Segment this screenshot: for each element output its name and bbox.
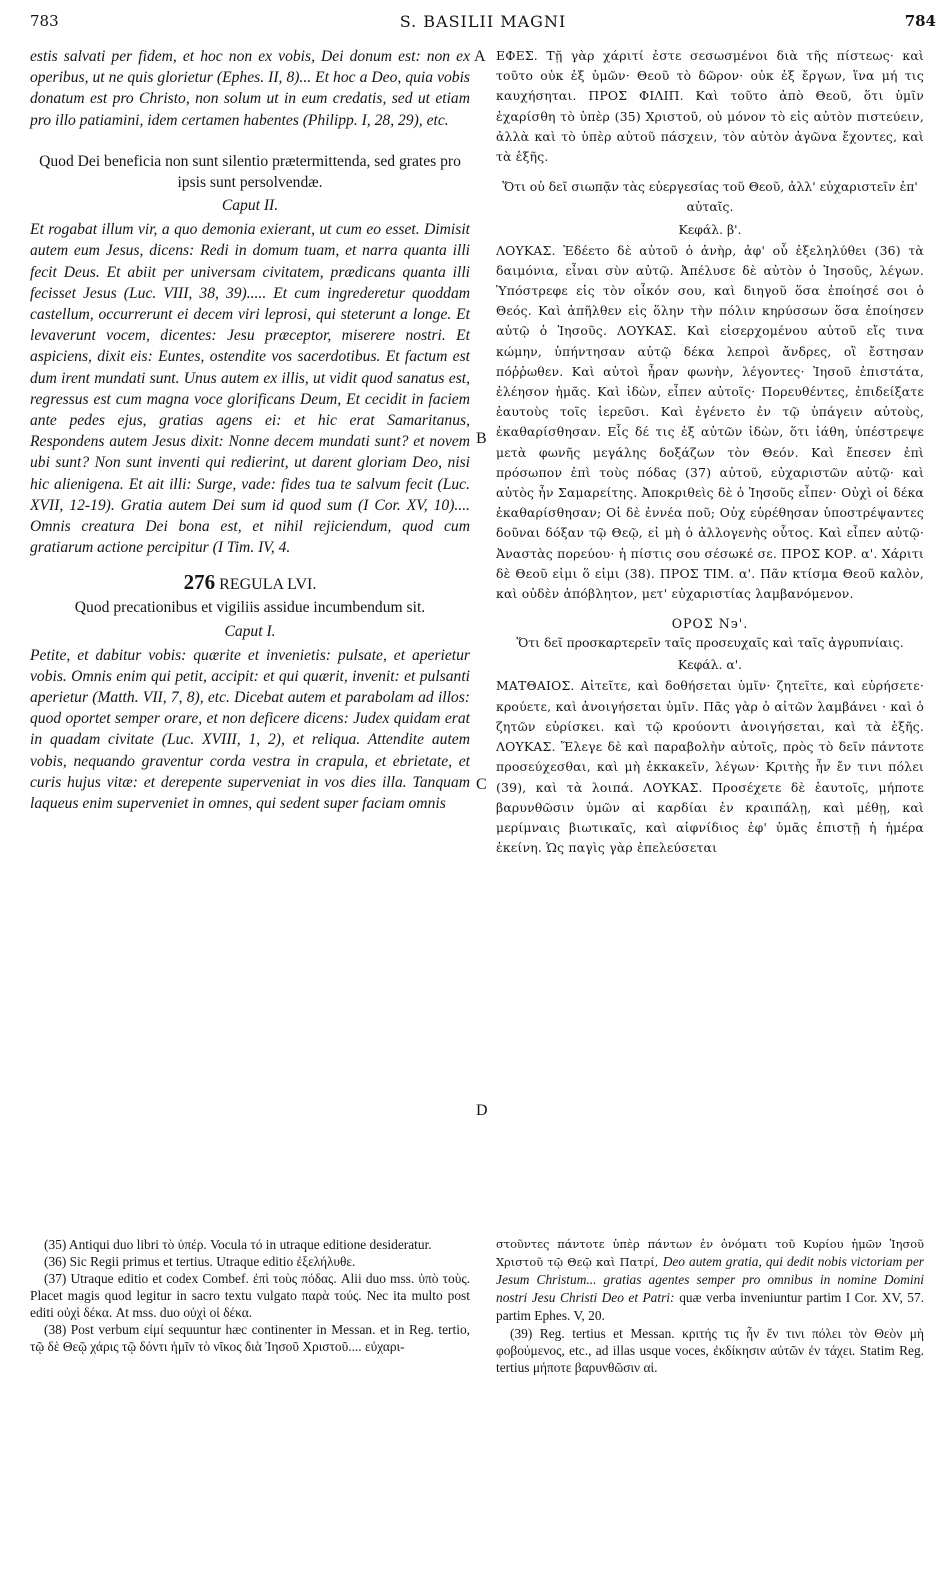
greek-intro: ΕΦΕΣ. Τῇ γὰρ χάριτί ἐστε σεσωσμένοι διὰ τῆς πίστεως· καὶ τοῦτο οὐκ ἐξ ὑμῶν· Θεοῦ τὸ δῶρον· οὐκ ἐξ ἔργων, ἵνα μή τις καυχήσηται. ΠΡΟΣ ΦΙΛΙΠ. Καὶ τοῦτο ἀπὸ Θεοῦ, ὅτι ὑμῖν ἐχαρίσθη τὸ ὑπὲρ (35) Χριστοῦ, οὐ μόνον τὸ εἰς αὐτὸν πιστεύειν, ἀλλὰ καὶ τὸ ὑπὲρ αὐτοῦ πάσχειν, τὸν αὐτὸν ἀγῶνα ἔχοντες, καὶ τὰ ἑξῆς. [496,48,924,165]
page-header [30,12,936,38]
footnote-37: (37) Utraque editio et codex Combef. ἐπὶ τοὺς πόδας. Alii duo mss. ὑπὸ τοὺς. Placet magis quod legitur in sacro textu vulgato παρὰ τούς. Nec ita multo post editi οὐχὶ δέκα. At mss. duo οὐχὶ οἱ δέκα. [30,1271,470,1320]
margin-mark-c: C [476,776,487,793]
greek-body-3: ΜΑΤΘΑΙΟΣ. Αἰτεῖτε, καὶ δοθήσεται ὑμῖν· ζητεῖτε, καὶ εὑρήσετε· κρούετε, καὶ ἀνοιγήσεται ὑμῖν. Πᾶς γὰρ ὁ αἰτῶν λαμβάνει · καὶ ὁ ζητῶν εὑρίσκει. καὶ τῷ κρούοντι ἀνοιγήσεται, καὶ τὰ ἑξῆς. ΛΟΥΚΑΣ. Ἔλεγε δὲ καὶ παραβολὴν αὐτοῖς, πρὸς τὸ δεῖν πάντοτε προσεύχεσθαι, καὶ μὴ ἐκκακεῖν, λέγων· Κριτὴς ἦν ἔν τινι πόλει (39), καὶ τὰ λοιπά. ΛΟΥΚΑΣ. Προσέχετε δὲ ἑαυτοῖς, μήποτε βαρυνθῶσιν ὑμῶν αἱ καρδίαι ἐν κραιπάλῃ, καὶ μέθῃ, καὶ μερίμναις βιωτικαῖς, καὶ αἰφνίδιος ἐφ' ὑμᾶς ἐπιστῇ ἡ ἡμέρα ἐκείνη. Ὡς παγὶς γὰρ ἐπελεύσεται [496,678,924,856]
running-title: S. BASILII MAGNI [399,12,567,31]
regula-number: 276 [183,570,216,595]
footnote-38-continued-greek [496,1236,924,1325]
latin-caput-2: Caput II. [221,197,279,215]
margin-mark-b: B [476,430,487,447]
latin-heading-1: Quod Dei beneficia non sunt silentio prætermittenda, sed grates pro ipsis sunt persolvendæ. [39,152,461,192]
latin-heading-2: Quod precationibus et vigiliis assidue incumbendum sit. [74,599,426,617]
page-number-left: 783 [30,12,59,30]
greek-caput-2: Κεφάλ. β'. [678,221,742,237]
footnote-38-tail: quæ verba inveniuntur partim I Cor. XV, 57. partim Ephes. V, 20. [496,1290,924,1323]
regula-title: REGULA LVI. [219,576,317,594]
footnote-36: (36) Sic Regii primus et tertius. Utraque editio ἐξελήλυθε. [44,1254,356,1269]
latin-body-3: Petite, et dabitur vobis: quærite et invenietis: pulsate, et aperietur vobis. Omnis enim qui petit, accipit: et qui quærit, invenit: et pulsanti aperietur (Matth. VII, 7, 8), etc. Dicebat autem et parabolam ad illos: quod oportet semper orare, et non deficere dicens: Judex quidam erat in quadam civitate (Luc. XVIII, 1, 2), et reliqua. Attendite autem vobis, nequando graventur corda vestra in crapula, et ebrietate, et curis hujus vitæ: et derepente superveniat in vos dies illa. Tanquam laqueus enim superveniet in omnes, qui sedent super faciam omnis [30,646,470,813]
latin-caput-1: Caput I. [224,622,276,640]
margin-mark-a: A [474,48,486,65]
regula-heading [30,570,470,595]
greek-heading-2: Ὅτι δεῖ προσκαρτερεῖν ταῖς προσευχαῖς καὶ ταῖς ἀγρυπνίαις. [516,635,904,651]
margin-mark-d: D [476,1102,488,1119]
footnote-39: (39) Reg. tertius et Messan. κριτής τις ἦν ἔν τινι πόλει τὸν Θεὸν μὴ φοβούμενος, etc., ad illas usque voces, ἐκδίκησιν αὐτῶν ἐν τάχει. Statim Reg. tertius μήποτε βαρυνθῶσιν αἱ. [496,1326,924,1375]
footnote-38-latin-text: Deo autem gratia, qui dedit nobis victoriam per Jesum Christum... gratias agentes semper pro omnibus in nomine Domini nostri Jesu Christi Deo et Patri: [496,1254,924,1305]
greek-body-2: ΛΟΥΚΑΣ. Ἐδέετο δὲ αὐτοῦ ὁ ἀνὴρ, ἀφ' οὗ ἐξεληλύθει (36) τὰ δαιμόνια, εἶναι σὺν αὐτῷ. Ἀπέλυσε δὲ αὐτὸν ὁ Ἰησοῦς, λέγων. Ὑπόστρεφε εἰς τὸν οἶκόν σου, καὶ διηγοῦ ὅσα ἐποίησέ σοι ὁ Θεός. Καὶ ἀπῆλθεν εἰς ὅλην τὴν πόλιν κηρύσσων ὅσα ἐποίησεν αὐτῷ ὁ Ἰησοῦς. ΛΟΥΚΑΣ. Καὶ εἰσερχομένου αὐτοῦ εἴς τινα κώμην, ὑπήντησαν αὐτῷ δέκα λεπροὶ ἄνδρες, οἳ ἔστησαν πόῤῥωθεν. Καὶ αὐτοὶ ἦραν φωνὴν, λέγοντες· Ἰησοῦ ἐπιστάτα, ἐλέησον ἡμᾶς. Καὶ ἰδὼν, εἶπεν αὐτοῖς· Πορευθέντες, ἐπιδείξατε ἑαυτοὺς τοῖς ἱερεῦσι. Καὶ ἐγένετο ἐν τῷ ὑπάγειν αὐτοὺς, ἐκαθαρίσθησαν. Εἷς δέ τις ἐξ αὐτῶν ἰδὼν, ὅτι ἰάθη, ὑπέστρεψε μετὰ φωνῆς μεγάλης δοξάζων τὸν Θεόν. Καὶ ἔπεσεν ἐπὶ πρόσωπον ἐπὶ τοὺς πόδας (37) αὐτοῦ, εὐχαριστῶν αὐτῷ· καὶ αὐτὸς ἦν Σαμαρείτης. Ἀποκριθεὶς δὲ ὁ Ἰησοῦς εἶπεν· Οὐχὶ οἱ δέκα ἐκαθαρίσθησαν; Οἱ δὲ ἐννέα ποῦ; Οὐχ εὑρέθησαν ὑποστρέψαντες δοῦναι δόξαν τῷ Θεῷ, εἰ μὴ ὁ ἀλλογενὴς οὗτος. Καὶ εἶπεν αὐτῷ· Ἀναστὰς πορεύου· ἡ πίστις σου σέσωκέ σε. ΠΡΟΣ ΚΟΡ. α'. Χάριτι δὲ Θεοῦ εἰμι ὅ εἰμι (38). ΠΡΟΣ ΤΙΜ. α'. Πᾶν κτίσμα Θεοῦ καλὸν, καὶ οὐδὲν ἀπόβλητον, μετ' εὐχαριστίας λαμβανόμενον. [496,242,924,602]
latin-column [30,46,470,814]
footnotes-right [496,1236,924,1376]
footnote-38: (38) Post verbum εἰμί sequuntur hæc continenter in Messan. et in Reg. tertio, τῷ δὲ Θεῷ χάρις τῷ δόντι ἡμῖν τὸ νῖκος διὰ Ἰησοῦ Χριστοῦ.... εὐχαρι- [30,1322,470,1354]
oros-heading: ΟΡΟΣ Ν϶'. [671,616,749,632]
greek-column [496,46,924,858]
latin-body-2: Et rogabat illum vir, a quo demonia exierant, ut cum eo esset. Dimisit autem eum Jesus, dicens: Redi in domum tuam, et narra quanta illi fecit Deus. Et abiit per universam civitatem, prædicans quanta illi fecisset Jesus (Luc. VIII, 38, 39)..... Et cum ingrederetur quoddam castellum, occurrerunt ei decem viri leprosi, qui steterunt a longe. Et levaverunt vocem, dicentes: Jesu præceptor, miserere nostri. Et aspiciens, dixit eis: Euntes, ostendite vos sacerdotibus. Et factum est dum irent mundati sunt. Unus autem ex illis, ut vidit quod sanatus est, regressus est cum magna voce glorificans Deum, Et cecidit in faciem ante pedes ejus, gratias agens ei: et hic erat Samaritanus, Respondens autem Jesus dixit: Nonne decem mundati sunt? et novem ubi sunt? Non sunt inventi qui redierint, ut darent gloriam Deo, nisi hic alienigena. Et ait illi: Surge, vade: fides tua te salvum fecit (Luc. XVII, 12-19). Gratia autem Dei sum id quod sum (I Cor. XV, 10).... Omnis creatura Dei bona est, et nihil rejiciendum, quod cum gratiarum actione percipitur (I Tim. IV, 4. [30,221,470,557]
footnote-38-greek-text: στοῦντες πάντοτε ὑπὲρ πάντων ἐν ὀνόματι τοῦ Κυρίου ἡμῶν Ἰησοῦ Χριστοῦ τῷ Θεῷ καὶ Πατρί, [496,1237,924,1269]
page-number-right: 784 [904,12,936,30]
latin-intro: estis salvati per fidem, et hoc non ex vobis, Dei donum est: non ex operibus, ut ne quis glorietur (Ephes. II, 8)... Et hoc a Deo, quia vobis donatum est pro Christo, non solum ut in eum credatis, sed ut etiam pro illo patiamini, idem certamen habentes (Philipp. I, 28, 29), etc. [30,48,470,129]
greek-caput-1: Κεφάλ. α'. [677,657,743,673]
footnotes-left [30,1236,470,1355]
footnote-35: (35) Antiqui duo libri τὸ ὑπέρ. Vocula τό in utraque editione desideratur. [44,1237,432,1252]
greek-heading-1: Ὅτι οὐ δεῖ σιωπᾷν τὰς εὐεργεσίας τοῦ Θεοῦ, ἀλλ' εὐχαριστεῖν ἐπ' αὐταῖς. [502,179,918,215]
